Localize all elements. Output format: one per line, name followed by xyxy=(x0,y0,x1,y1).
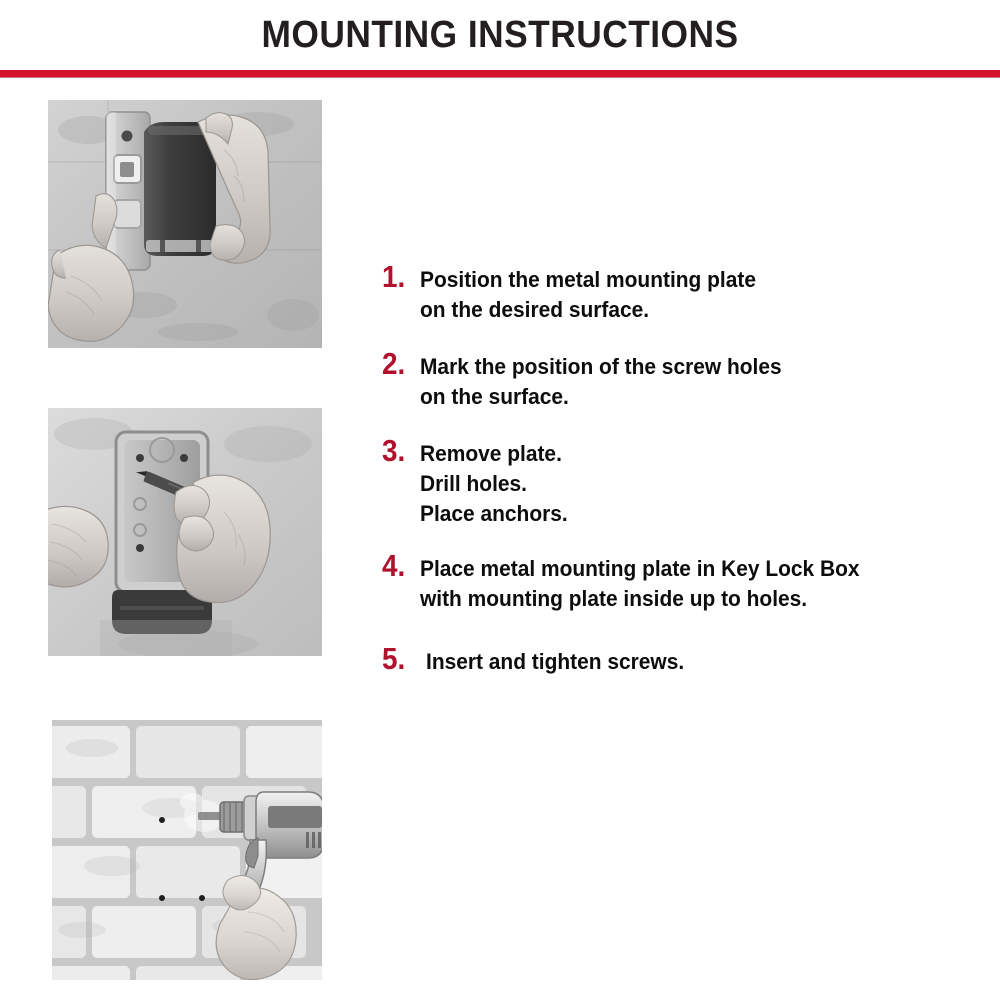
instruction-step-1 xyxy=(382,259,1000,325)
step-5-line-1: Insert and tighten screws. xyxy=(426,649,685,674)
step-3-text xyxy=(420,436,1000,529)
step-2-line-1: Mark the position of the screw holes xyxy=(420,354,782,379)
step-2-line-2: on the surface. xyxy=(420,384,569,409)
step-3-line-1: Remove plate. xyxy=(420,441,562,466)
step-1-text xyxy=(420,262,1000,325)
step-1-number: 1. xyxy=(382,259,406,294)
step-2-number: 2. xyxy=(382,346,406,381)
step-1-line-2: on the desired surface. xyxy=(420,297,650,322)
step-1-photo xyxy=(48,100,322,348)
header-divider-rule xyxy=(0,70,1000,77)
step-1-photo-illustration xyxy=(48,100,322,348)
step-4-line-1: Place metal mounting plate in Key Lock Box xyxy=(420,556,860,581)
instruction-step-3 xyxy=(382,433,1000,529)
instruction-photo-column xyxy=(0,78,360,1000)
step-3-line-3: Place anchors. xyxy=(420,501,568,526)
step-2-text xyxy=(420,349,1000,412)
step-1-line-1: Position the metal mounting plate xyxy=(420,267,756,292)
page-header xyxy=(0,0,1000,78)
instruction-step-5 xyxy=(382,641,1000,677)
step-3-line-2: Drill holes. xyxy=(420,471,527,496)
step-4-line-2: with mounting plate inside up to holes. xyxy=(420,586,808,611)
step-2-photo-illustration xyxy=(48,408,322,656)
step-3-photo-illustration xyxy=(52,720,322,980)
instruction-step-2 xyxy=(382,346,1000,412)
step-5-text xyxy=(420,644,1000,677)
step-3-photo xyxy=(52,720,322,980)
step-4-number: 4. xyxy=(382,548,406,583)
instruction-step-4 xyxy=(382,548,1000,614)
step-5-number: 5. xyxy=(382,641,406,676)
step-2-photo xyxy=(48,408,322,656)
page-title: MOUNTING INSTRUCTIONS xyxy=(261,14,739,56)
step-3-number: 3. xyxy=(382,433,406,468)
instruction-steps-list xyxy=(382,259,1000,701)
step-4-text xyxy=(420,551,1000,614)
